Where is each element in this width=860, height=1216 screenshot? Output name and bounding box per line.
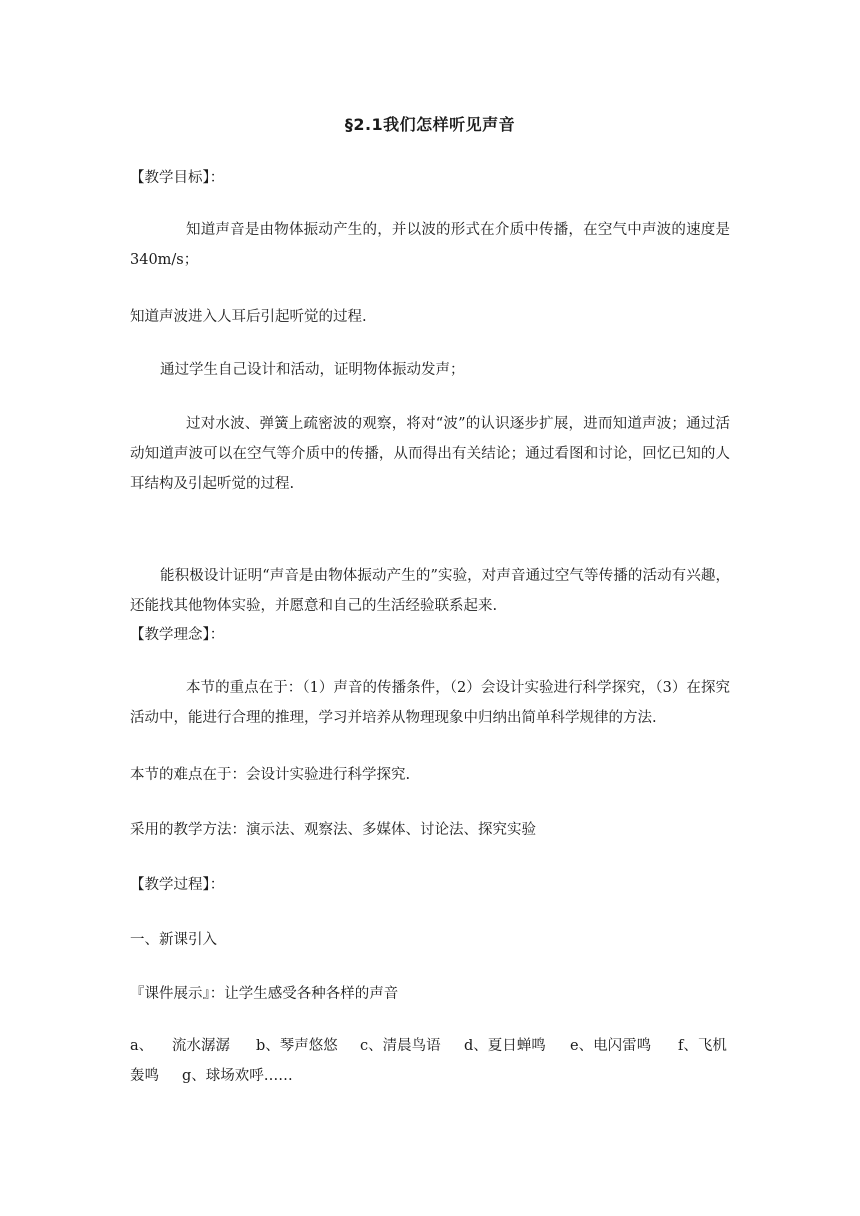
page-title: §2.1我们怎样听见声音 [344, 115, 516, 134]
sounds-list-line-1 [130, 1031, 730, 1061]
list-item: 轰鸣 [130, 1068, 159, 1084]
list-item: d、夏日蝉鸣 [464, 1038, 546, 1054]
concept-heading: 【教学理念】： [130, 627, 225, 643]
goal-paragraph-2: 知道声波进入人耳后引起听觉的过程. [130, 309, 367, 325]
list-item: c、清晨鸟语 [360, 1038, 441, 1054]
courseware-line: 『课件展示』：让学生感受各种各样的声音 [130, 986, 399, 1002]
process-part-1: 一、新课引入 [130, 932, 217, 948]
list-item: 流水潺潺 [172, 1038, 230, 1054]
goals-heading: 【教学目标】： [130, 170, 225, 186]
concept-key-points: 本节的重点在于：（1）声音的传播条件，（2）会设计实验进行科学探究，（3）在探究活动中，能进行合理的推理，学习并培养从物理现象中归纳出简单科学规律的方法. [130, 680, 730, 726]
goal-paragraph-3: 通过学生自己设计和活动，证明物体振动发声； [160, 362, 465, 378]
list-item: b、琴声悠悠 [256, 1038, 338, 1054]
list-item: g、球场欢呼…… [182, 1068, 293, 1084]
sounds-list-line-2 [130, 1061, 730, 1091]
goal-paragraph-5: 能积极设计证明“声音是由物体振动产生的”实验，对声音通过空气等传播的活动有兴趣，还能找其他物体实验，并愿意和自己的生活经验联系起来. [130, 568, 730, 614]
list-item: e、电闪雷鸣 [570, 1038, 652, 1054]
concept-difficulty: 本节的难点在于：会设计实验进行科学探究. [130, 767, 411, 783]
concept-methods: 采用的教学方法：演示法、观察法、多媒体、讨论法、探究实验 [130, 822, 536, 838]
goal-paragraph-4: 过对水波、弹簧上疏密波的观察，将对“波”的认识逐步扩展，进而知道声波；通过活动知道声波可以在空气等介质中的传播，从而得出有关结论；通过看图和讨论，回忆已知的人耳结构及引起听觉的过程. [130, 416, 730, 492]
list-item: a、 [130, 1038, 154, 1054]
process-heading: 【教学过程】： [130, 877, 225, 893]
list-item: f、飞机 [678, 1038, 727, 1054]
goal-paragraph-1: 知道声音是由物体振动产生的，并以波的形式在介质中传播，在空气中声波的速度是340m/s； [130, 222, 730, 268]
